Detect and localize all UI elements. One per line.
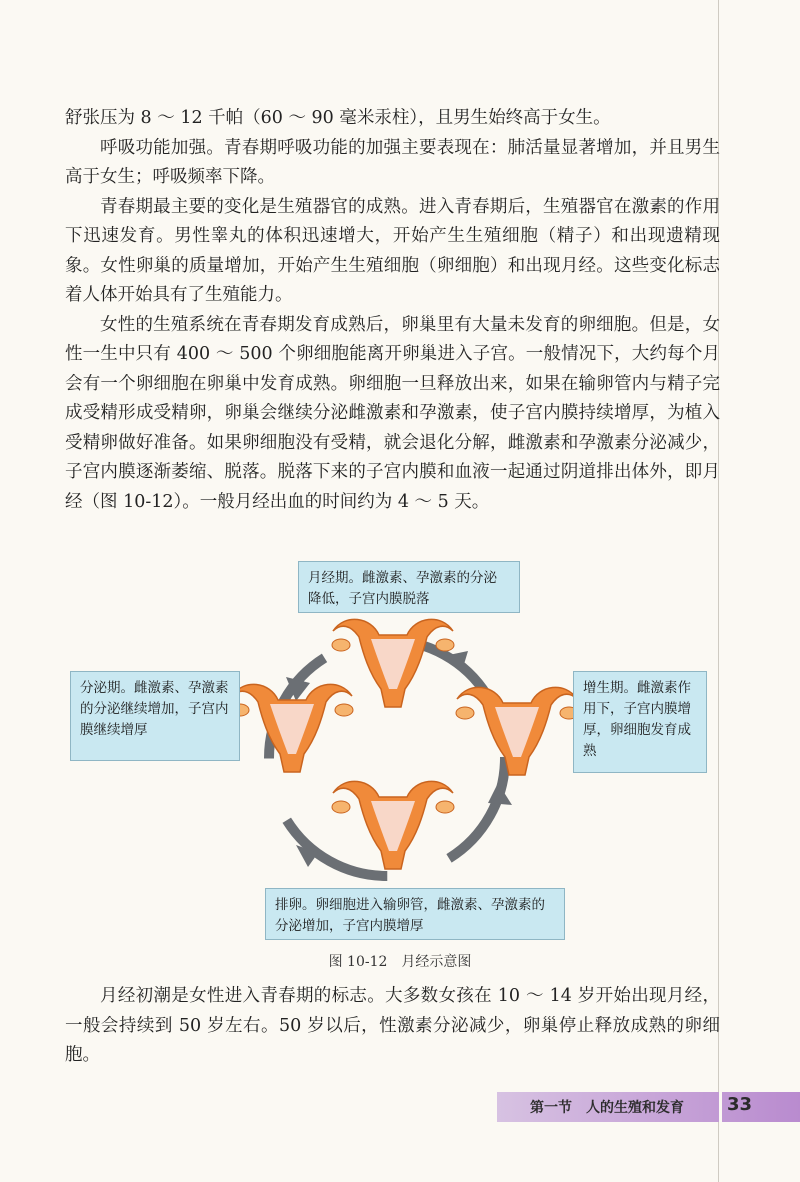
arrow-head-right [488,783,512,805]
label-menstrual-phase: 月经期。雌激素、孕激素的分泌降低，子宫内膜脱落 [298,561,520,613]
menstrual-cycle-figure [60,553,716,943]
footer-separator [719,1092,722,1122]
paragraph-blood-pressure: 舒张压为 8 ～ 12 千帕（60 ～ 90 毫米汞柱），且男生始终高于女生。 [65,108,611,128]
body-text [65,104,720,517]
uterus-proliferative [456,687,578,775]
uterus-secretory [231,684,353,772]
label-ovulation-phase: 排卵。卵细胞进入输卵管，雌激素、孕激素的分泌增加，子宫内膜增厚 [265,888,565,940]
paragraph-reproductive-organs: 青春期最主要的变化是生殖器官的成熟。进入青春期后，生殖器官在激素的作用下迅速发育。男性睾丸的体积迅速增大，开始产生生殖细胞（精子）和出现遗精现象。女性卵巢的质量增加，开始产生生殖细胞（卵细胞）和出现月经。这些变化标志着人体开始具有了生殖能力。 [65,196,720,305]
section-title: 第一节 人的生殖和发育 [530,1100,684,1116]
page-number: 33 [727,1094,753,1115]
label-proliferative-phase: 增生期。雌激素作用下，子宫内膜增厚，卵细胞发育成熟 [573,671,707,773]
uterus-ovulation [332,781,454,869]
figure-caption: 图 10-12 月经示意图 [328,954,472,970]
paragraph-menarche: 月经初潮是女性进入青春期的标志。大多数女孩在 10 ～ 14 岁开始出现月经，一般会持续到 50 岁左右。50 岁以后，性激素分泌减少，卵巢停止释放成熟的卵细胞。 [65,986,720,1065]
label-secretory-phase: 分泌期。雌激素、孕激素的分泌继续增加，子宫内膜继续增厚 [70,671,240,761]
closing-text [65,982,720,1071]
paragraph-respiration: 呼吸功能加强。青春期呼吸功能的加强主要表现在：肺活量显著增加，并且男生高于女生；呼吸频率下降。 [65,137,720,187]
paragraph-menstruation: 女性的生殖系统在青春期发育成熟后，卵巢里有大量未发育的卵细胞。但是，女性一生中只有 400 ～ 500 个卵细胞能离开卵巢进入子宫。一般情况下，大约每个月会有一个卵细胞在卵巢中发育成熟。卵细胞一旦释放出来，如果在输卵管内与精子完成受精形成受精卵，卵巢会继续分泌雌激素和孕激素，使子宫内膜持续增厚，为植入受精卵做好准备。如果卵细胞没有受精，就会退化分解，雌激素和孕激素分泌减少，子宫内膜逐渐萎缩、脱落。脱落下来的子宫内膜和血液一起通过阴道排出体外，即月经（图 10-12）。一般月经出血的时间约为 4 ～ 5 天。 [65,314,720,512]
